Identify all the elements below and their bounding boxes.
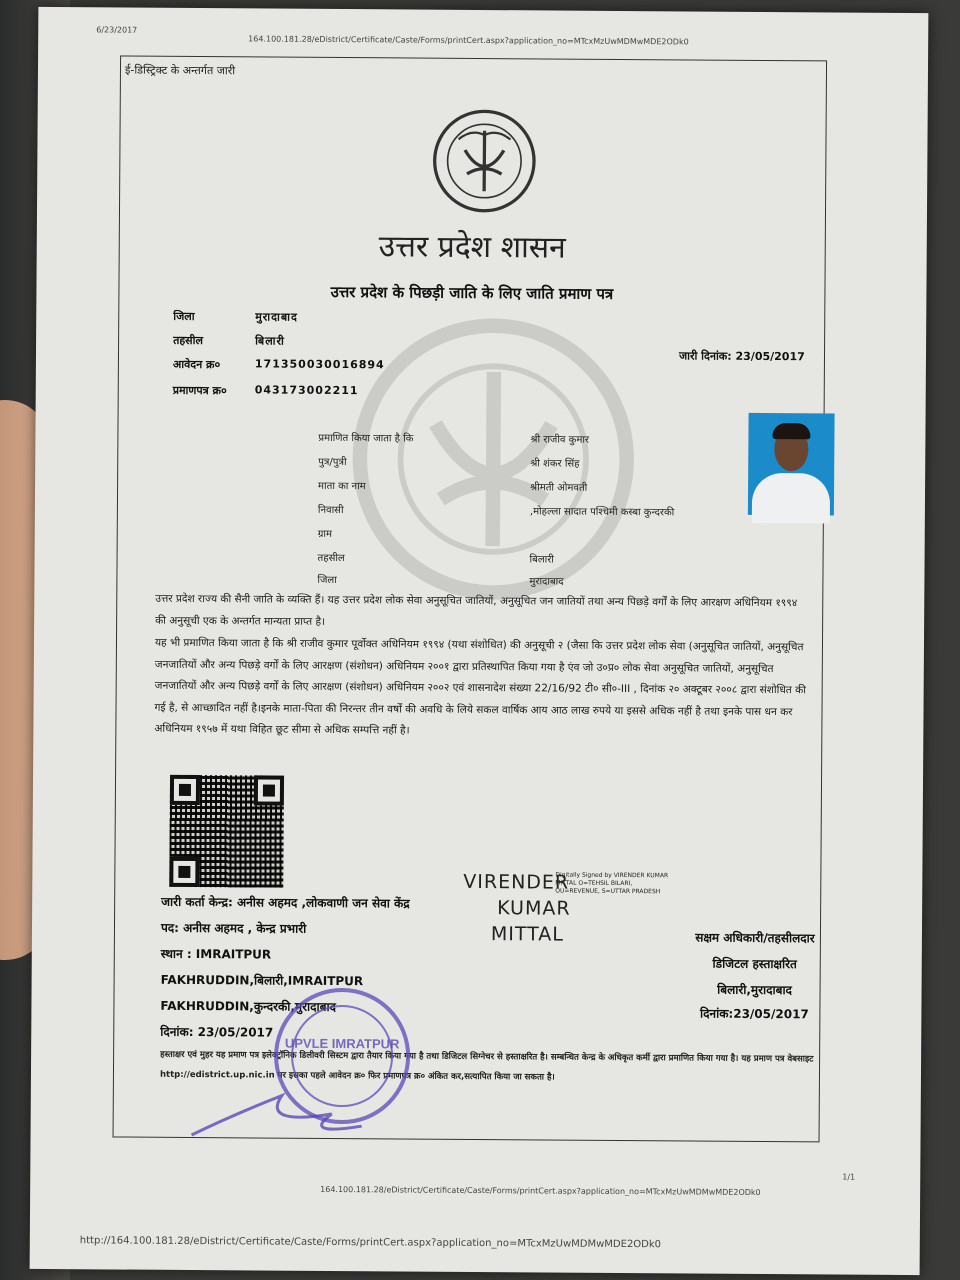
certify-label: प्रमाणित किया जाता है कि [318,432,414,445]
qr-code [169,775,284,888]
seal-stamp [191,985,400,1146]
watermark-emblem [347,308,639,610]
signature-name-1: VIRENDER [463,870,570,894]
caste-paragraph: उत्तर प्रदेश राज्य की सैनी जाति के व्यक्ति हैं। यह उत्तर प्रदेश लोक सेवा अनुसूचित जातियों, अनुसूचित जन जातियों तथा अन्य पिछड़े वर्गों के लिए आरक्षण अधिनियम १९९४ की अनुसूची एक के अन्तर्गत मान्यता प्राप्त है। [155,592,798,628]
issuer-centre: जारी कर्ता केन्द्र: अनीस अहमद ,लोकवाणी जन सेवा केंद्र [161,894,410,911]
issue-date-value: 23/05/2017 [735,349,805,364]
authority-place: बिलारी,मुरादाबाद [717,982,793,998]
certificate-no-label: प्रमाणपत्र क्र० [172,383,227,398]
parent-label: पुत्र/पुत्री [318,456,347,469]
government-title: उत्तर प्रदेश शासन [378,229,566,266]
applicant-name: श्री राजीव कुमार [530,434,590,446]
print-date: 6/23/2017 [96,25,138,35]
tehsil-label: तहसील [173,333,203,348]
village-label: ग्राम [317,528,332,540]
certificate-frame [113,55,828,1142]
certificate-no-value: 043173002211 [254,383,359,398]
issuer-address-1: FAKHRUDDIN,बिलारी,IMRAITPUR [160,972,364,989]
authority-title: सक्षम अधिकारी/तहसीलदार [695,930,815,946]
page-number: 1/1 [842,1172,856,1182]
issuer-post: पद: अनीस अहमद , केन्द्र प्रभारी [160,920,307,936]
footer-url-inner: 164.100.181.28/eDistrict/Certificate/Caste/Forms/printCert.aspx?application_no=MTcxMzUwMDMwMDE2ODk0 [320,1184,761,1197]
father-name: श्री शंकर सिंह [530,458,580,470]
authority-signed: डिजिटल हस्ताक्षरित [712,956,797,972]
mother-name: श्रीमती ओमवती [530,482,588,494]
certificate-title: उत्तर प्रदेश के पिछड़ी जाति के लिए जाति प्रमाण पत्र [330,282,614,303]
signature-name-3: MITTAL [490,923,565,946]
signature-details: Digitally Signed by VIRENDER KUMAR MITTAL O=TEHSIL BILARI, OU=REVENUE, S=UTTAR PRADESH [555,871,669,896]
footer-url: http://164.100.181.28/eDistrict/Certificate/Caste/Forms/printCert.aspx?application_no=MTcxMzUwMDMwMDE2ODk0 [79,1235,662,1251]
application-no-value: 171350030016894 [254,357,385,372]
certificate-sheet [30,7,929,1275]
edistrict-note: ई-डिस्ट्रिक्ट के अन्तर्गत जारी [124,63,236,78]
header-url: 164.100.181.28/eDistrict/Certificate/Caste/Forms/printCert.aspx?application_no=MTcxMzUwMDMwMDE2ODk0 [248,34,689,47]
authority-date: दिनांक:23/05/2017 [699,1006,809,1022]
issue-date-label: जारी दिनांक: [678,349,732,363]
residence-value: ,मोहल्ला सादात पश्चिमी कस्बा कुन्दरकी [529,506,675,519]
issuer-address-2: FAKHRUDDIN,कुन्दरकी,मुरादाबाद [160,998,337,1015]
person-tehsil-label: तहसील [317,552,345,565]
person-tehsil-value: बिलारी [529,554,554,566]
issuer-place: स्थान : IMRAITPUR [160,946,272,962]
tehsil-value: बिलारी [255,334,285,348]
stamp-text: UPVLE IMRATPUR [284,1035,400,1052]
residence-label: निवासी [317,504,344,517]
applicant-photo [748,413,835,516]
up-government-emblem [430,107,539,216]
issuer-date: दिनांक: 23/05/2017 [160,1024,274,1040]
issue-date [679,348,805,364]
application-no-label: आवेदन क्र० [172,357,221,372]
footer-note: हस्ताक्षर एवं मुहर यह प्रमाण पत्र इलेक्ट्रॉनिक डिलीवरी सिस्टम द्वारा तैयार किया गया है तथा डिजिटल सिग्नेचर से हस्ताक्षरित है। सम्बन्धित केन्द्र के अधिकृत कर्मी द्वारा प्रमाणित किया गया है। यह प्रमाण पत्र वेबसाइट http://edistrict.up.nic.in पर इसका पहले आवेदन क्र० फिर प्रमाणपत्र क्र० अंकित कर,सत्यापित किया जा सकता है। [159,1049,814,1083]
district-value: मुरादाबाद [255,310,298,324]
person-district-value: मुरादाबाद [529,576,564,588]
signature-name-2: KUMAR [497,897,571,920]
mother-label: माता का नाम [318,480,366,493]
person-district-label: जिला [317,574,337,587]
district-label: जिला [173,309,195,324]
certification-paragraph: यह भी प्रमाणित किया जाता है कि श्री राजीव कुमार पूर्वोक्त अधिनियम १९९४ (यथा संशोधित) की अनुसूची २ (जैसा कि उत्तर प्रदेश लोक सेवा (अनुसूचित जातियों, अनुसूचित जनजातियों और अन्य पिछड़े वर्गों के लिए आरक्षण (संशोधन) अधिनियम २००१ द्वारा प्रतिस्थापित किया गया है एंव जो उ०प्र० लोक सेवा अनुसूचित जातियों, अनुसूचित जनजातियों और अन्य पिछड़े वर्गों के लिए आरक्षण (संशोधन) अधिनियम २००२ एवं शासनादेश संख्या 22/16/92 टी० सी०-III , दिनांक २० अक्टूबर २००८ द्वारा संशोधित की गई है, से आच्छादित नहीं है।इनके माता-पिता की निरन्तर तीन वर्षों की अवधि के लिये सकल वार्षिक आय आठ लाख रुपये या इससे अधिक नहीं है तथा इनके पास धन कर अधिनियम १९५७ में यथा विहित छूट सीमा से अधिक सम्पत्ति नहीं है। [154,636,806,737]
